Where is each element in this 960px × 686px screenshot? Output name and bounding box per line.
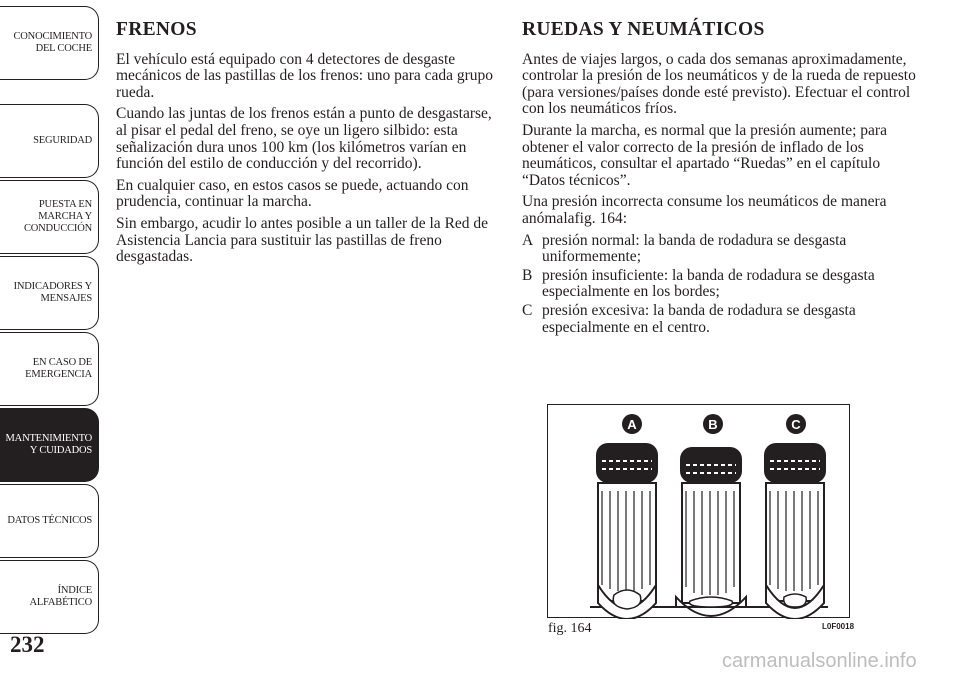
paragraph: Una presión incorrecta consume los neumáticos de manera anómalafig. 164: bbox=[522, 193, 887, 227]
tab-conocimiento-del-coche[interactable] bbox=[0, 6, 99, 80]
list-text: presión normal: la banda de rodadura se desgasta uniformemente; bbox=[542, 231, 847, 266]
tab-puesta-en-marcha[interactable] bbox=[0, 180, 99, 254]
marker-b-label: B bbox=[708, 417, 718, 432]
marker-b bbox=[703, 414, 723, 434]
tab-label: CONOCIMIENTO DEL COCHE bbox=[13, 31, 92, 54]
tab-indicadores-y-mensajes[interactable] bbox=[0, 256, 99, 330]
tab-datos-tecnicos[interactable] bbox=[0, 484, 99, 558]
marker-c-label: C bbox=[791, 417, 801, 432]
paragraph: En cualquier caso, en estos casos se puede, actuando con prudencia, continuar la marcha. bbox=[116, 176, 469, 211]
tab-seguridad[interactable] bbox=[0, 104, 99, 178]
watermark: carmanualsonline.info bbox=[722, 650, 917, 672]
tab-label: ÍNDICE ALFABÉTICO bbox=[29, 585, 92, 608]
list-text: presión insuficiente: la banda de rodadura se desgasta especialmente en los bordes; bbox=[542, 266, 875, 301]
section-title: RUEDAS Y NEUMÁTICOS bbox=[522, 19, 765, 40]
tire-c bbox=[764, 443, 826, 619]
tire-wear-figure bbox=[547, 404, 850, 618]
list-item bbox=[522, 233, 922, 266]
tab-en-caso-de-emergencia[interactable] bbox=[0, 332, 99, 406]
marker-c bbox=[786, 414, 806, 434]
tire-a bbox=[596, 443, 658, 619]
paragraph: El vehículo está equipado con 4 detectores de desgaste mecánicos de las pastillas de los frenos: uno para cada grupo rueda. bbox=[116, 50, 494, 101]
frenos-section bbox=[116, 19, 496, 271]
marker-a-label: A bbox=[627, 417, 637, 432]
tire-wear-illustration bbox=[548, 405, 851, 619]
tab-label: SEGURIDAD bbox=[33, 135, 92, 146]
list-label: A bbox=[522, 231, 534, 249]
tab-mantenimiento-y-cuidados[interactable] bbox=[0, 408, 99, 482]
tab-indice-alfabetico[interactable] bbox=[0, 560, 99, 634]
figure-code: L0F0018 bbox=[822, 622, 855, 631]
page-number: 232 bbox=[10, 632, 45, 657]
tab-label: MANTENIMIENTO Y CUIDADOS bbox=[5, 433, 92, 456]
paragraph: Antes de viajes largos, o cada dos semanas aproximadamente, controlar la presión de los neumáticos y de la rueda de repuesto (para versiones/países donde esté previsto). Efectuar el control con los neumáticos fríos. bbox=[522, 50, 916, 118]
list-label: B bbox=[522, 266, 533, 284]
list-item bbox=[522, 268, 922, 301]
paragraph: Sin embargo, acudir lo antes posible a un taller de la Red de Asistencia Lancia para sustituir las pastillas de freno desgastadas. bbox=[116, 214, 489, 266]
tab-label: PUESTA EN MARCHA Y CONDUCCIÓN bbox=[23, 199, 92, 234]
list-text: presión excesiva: la banda de rodadura se desgasta especialmente en el centro. bbox=[542, 301, 856, 336]
pressure-list bbox=[522, 233, 922, 337]
paragraph: Cuando las juntas de los frenos están a punto de desgastarse, al pisar el pedal del freno, se oye un ligero silbido: esta señalización dura unos 100 km (los kilómetros varían en función del estilo de conducción y del recorrido). bbox=[116, 105, 492, 173]
tab-label: DATOS TÉCNICOS bbox=[7, 515, 92, 526]
list-label: C bbox=[522, 301, 533, 319]
ruedas-section bbox=[522, 19, 922, 338]
marker-a bbox=[622, 414, 642, 434]
tab-label: EN CASO DE EMERGENCIA bbox=[25, 357, 92, 380]
paragraph: Durante la marcha, es normal que la presión aumente; para obtener el valor correcto de la presión de inflado de los neumáticos, consultar el apartado “Ruedas” en el capítulo “Datos técnicos”. bbox=[522, 121, 887, 189]
section-title: FRENOS bbox=[116, 19, 197, 40]
tire-b bbox=[676, 447, 746, 616]
figure-caption: fig. 164 bbox=[548, 621, 592, 636]
tab-label: INDICADORES Y MENSAJES bbox=[13, 281, 92, 304]
list-item bbox=[522, 303, 922, 336]
